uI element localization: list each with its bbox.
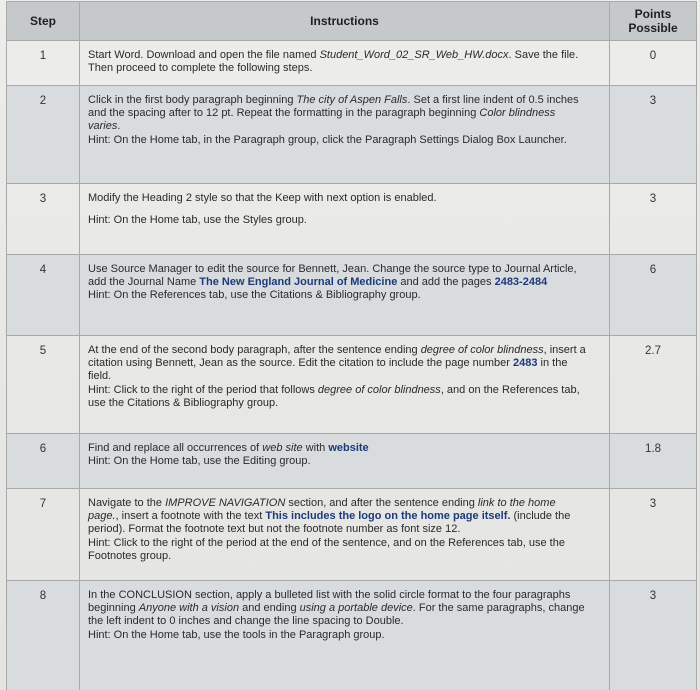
header-points-line1: Points <box>634 7 672 21</box>
step-hint: Hint: On the Home tab, use the Styles group. <box>88 214 307 227</box>
table-header-row <box>7 2 697 41</box>
table-row <box>7 184 697 255</box>
step-instruction: Click in the first body paragraph beginning The city of Aspen Falls. Set a first line indent of 0.5 inches and the spacing after to 12 pt. Repeat the formatting in the paragraph beginning Color blindness varies. Hint: On the Home tab, in the Paragraph group, click the Paragraph Settings Dialog Box Launcher. <box>80 86 610 184</box>
step-number: 1 <box>7 41 80 86</box>
header-instructions: Instructions <box>80 2 610 41</box>
table-row <box>7 489 697 581</box>
step-points: 0 <box>610 41 697 86</box>
table-row <box>7 336 697 434</box>
step-hint: Hint: On the Home tab, use the tools in the Paragraph group. <box>88 628 385 641</box>
table-row <box>7 255 697 336</box>
step-hint: Hint: Click to the right of the period that follows degree of color blindness, and on the References tab, use the Citations & Bibliography group. <box>88 383 580 409</box>
step-points: 3 <box>610 489 697 581</box>
step-hint: Hint: On the References tab, use the Citations & Bibliography group. <box>88 289 421 302</box>
table-row <box>7 86 697 184</box>
step-instruction: In the CONCLUSION section, apply a bulleted list with the solid circle format to the four paragraphs beginning Anyone with a vision and ending using a portable device. For the same paragraphs, change the left indent to 0 inches and change the line spacing to Double. Hint: On the Home tab, use the tools in the Paragraph group. <box>80 581 610 690</box>
step-instruction: Find and replace all occurrences of web site with website Hint: On the Home tab, use the Editing group. <box>80 434 610 489</box>
table-row <box>7 434 697 489</box>
step-instruction: At the end of the second body paragraph, after the sentence ending degree of color blindness, insert a citation using Bennett, Jean as the source. Edit the citation to include the page number 2483 in the field. Hint: Click to the right of the period that follows degree of color blindness, and on the References tab, use the Citations & Bibliography group. <box>80 336 610 434</box>
step-number: 4 <box>7 255 80 336</box>
step-points: 2.7 <box>610 336 697 434</box>
step-points: 3 <box>610 184 697 255</box>
step-hint: Hint: On the Home tab, in the Paragraph group, click the Paragraph Settings Dialog Box Launcher. <box>88 133 567 146</box>
step-instruction: Navigate to the IMPROVE NAVIGATION section, and after the sentence ending link to the home page., insert a footnote with the text This includes the logo on the home page itself. (include the period). Format the footnote text but not the footnote number as font size 12. Hint: Click to the right of the period at the end of the sentence, and on the References tab, use the Footnotes group. <box>80 489 610 581</box>
table-row <box>7 41 697 86</box>
header-points-line2: Possible <box>628 21 678 35</box>
header-step: Step <box>7 2 80 41</box>
step-points: 6 <box>610 255 697 336</box>
step-points: 1.8 <box>610 434 697 489</box>
header-points-possible <box>610 2 697 41</box>
step-instruction: Modify the Heading 2 style so that the Keep with next option is enabled. Hint: On the Home tab, use the Styles group. <box>80 184 610 255</box>
step-number: 7 <box>7 489 80 581</box>
step-number: 6 <box>7 434 80 489</box>
step-hint: Hint: On the Home tab, use the Editing group. <box>88 455 311 468</box>
step-number: 5 <box>7 336 80 434</box>
table-row <box>7 581 697 690</box>
step-instruction: Start Word. Download and open the file named Student_Word_02_SR_Web_HW.docx. Save the file. Then proceed to complete the following steps. <box>80 41 610 86</box>
instructions-table <box>6 1 697 690</box>
step-hint: Hint: Click to the right of the period at the end of the sentence, and on the References tab, use the Footnotes group. <box>88 536 565 562</box>
step-points: 3 <box>610 581 697 690</box>
step-points: 3 <box>610 86 697 184</box>
step-number: 2 <box>7 86 80 184</box>
step-number: 3 <box>7 184 80 255</box>
step-instruction: Use Source Manager to edit the source for Bennett, Jean. Change the source type to Journal Article, add the Journal Name The New England Journal of Medicine and add the pages 2483-2484 Hint: On the References tab, use the Citations & Bibliography group. <box>80 255 610 336</box>
step-number: 8 <box>7 581 80 690</box>
